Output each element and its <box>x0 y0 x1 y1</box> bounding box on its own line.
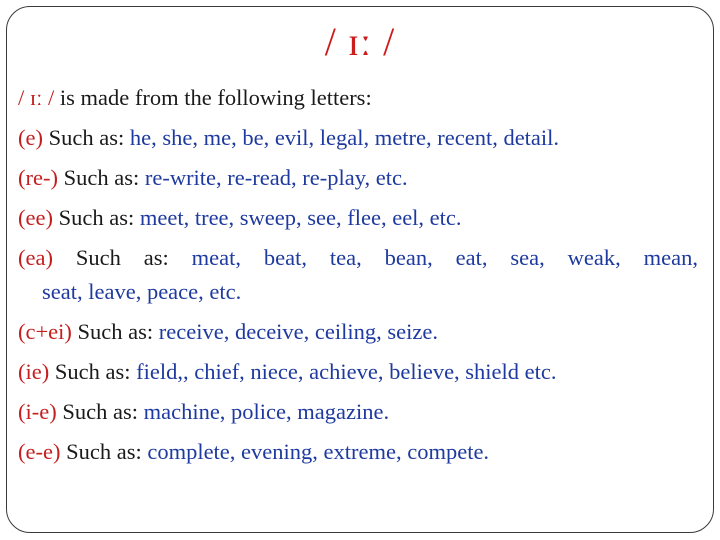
pattern-label: (e) <box>18 125 43 150</box>
example-words: receive, deceive, ceiling, seize. <box>158 319 438 344</box>
pattern-label: (ie) <box>18 359 50 384</box>
example-words: meat, beat, tea, bean, eat, sea, weak, mean, <box>191 245 698 270</box>
list-item-i-e <box>18 392 698 432</box>
such-as-label: Such as: <box>52 205 140 230</box>
such-as-label: Such as: <box>56 399 144 424</box>
pattern-label: (i-e) <box>18 399 57 424</box>
list-item-ea <box>18 238 698 312</box>
such-as-label: Such as: <box>42 125 130 150</box>
pattern-label: (e-e) <box>18 439 61 464</box>
pattern-label: (c+ei) <box>18 319 72 344</box>
list-item-e <box>18 118 698 158</box>
example-words: meet, tree, sweep, see, flee, eel, etc. <box>139 205 462 230</box>
such-as-label: Such as: <box>71 319 159 344</box>
intro-symbol: / ɪː / <box>18 85 55 110</box>
list-item-re <box>18 158 698 198</box>
example-words: re-write, re-read, re-play, etc. <box>144 165 408 190</box>
intro-line <box>18 78 698 118</box>
such-as-label: Such as: <box>57 165 145 190</box>
such-as-label: Such as: <box>49 359 137 384</box>
example-words: field,, chief, niece, achieve, believe, shield etc. <box>136 359 557 384</box>
example-words: complete, evening, extreme, compete. <box>147 439 490 464</box>
pattern-label: (ee) <box>18 205 53 230</box>
pattern-label: (ea) <box>18 245 53 270</box>
such-as-label: Such as: <box>52 245 192 270</box>
slide-title: / ɪː / <box>324 19 396 64</box>
list-item-ee <box>18 198 698 238</box>
list-item-ea-first-line <box>18 241 698 275</box>
such-as-label: Such as: <box>60 439 148 464</box>
list-item-ie <box>18 352 698 392</box>
example-words-continuation: seat, leave, peace, etc. <box>42 279 242 304</box>
pattern-label: (re-) <box>18 165 58 190</box>
list-item-e-e <box>18 432 698 472</box>
example-words: machine, police, magazine. <box>143 399 390 424</box>
intro-text: is made from the following letters: <box>54 85 372 110</box>
slide-content <box>18 78 698 472</box>
example-words: he, she, me, be, evil, legal, metre, recent, detail. <box>129 125 560 150</box>
list-item-c-ei <box>18 312 698 352</box>
